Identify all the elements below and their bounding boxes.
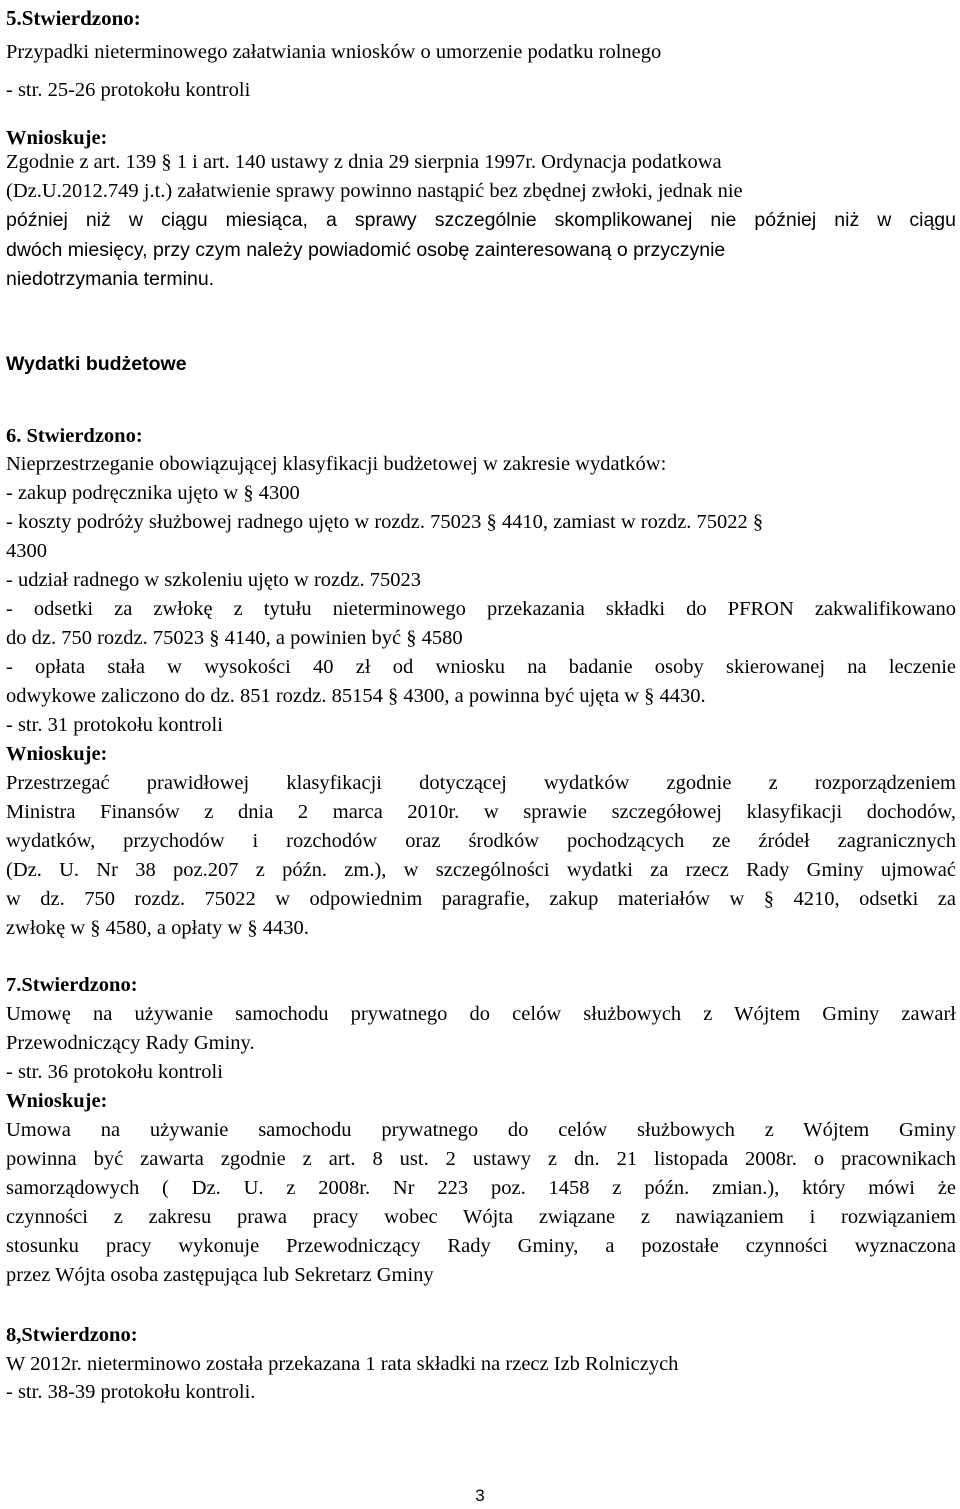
section5-ref: - str. 25-26 protokołu kontroli	[6, 79, 251, 101]
section6-request-line-6: zwłokę w § 4580, a opłaty w § 4430.	[6, 917, 309, 939]
budget-heading: Wydatki budżetowe	[6, 353, 187, 375]
section5-line-4: dwóch miesięcy, przy czym należy powiadomić osobę zainteresowaną o przyczynie	[6, 239, 726, 261]
section5-request-label: Wnioskuje:	[6, 127, 108, 149]
section6-line-5: - udział radnego w szkoleniu ujęto w rozdz. 75023	[6, 569, 422, 591]
section7-request-line-5: stosunku pracy wykonuje Przewodniczący Rady Gminy, a pozostałe czynności wyznaczona	[6, 1235, 956, 1257]
section7-request-line-6: przez Wójta osoba zastępująca lub Sekretarz Gminy	[6, 1264, 434, 1286]
section7-request-line-1: Umowa na używanie samochodu prywatnego do celów służbowych z Wójtem Gminy	[6, 1119, 956, 1141]
section7-request-line-2: powinna być zawarta zgodnie z art. 8 ust. 2 ustawy z dn. 21 listopada 2008r. o pracownikach	[6, 1148, 956, 1170]
section6-line-6: - odsetki za zwłokę z tytułu nieterminowego przekazania składki do PFRON zakwalifikowano	[6, 598, 956, 620]
page-number: 3	[475, 1486, 485, 1505]
section6-heading: 6. Stwierdzono:	[6, 425, 143, 447]
section6-line-8: - opłata stała w wysokości 40 zł od wniosku na badanie osoby skierowanej na leczenie	[6, 656, 956, 678]
section6-request-line-2: Ministra Finansów z dnia 2 marca 2010r. w sprawie szczegółowej klasyfikacji dochodów,	[6, 801, 956, 823]
section5-heading: 5.Stwierdzono:	[6, 6, 141, 30]
section6-request-line-5: w dz. 750 rozdz. 75022 w odpowiednim paragrafie, zakup materiałów w § 4210, odsetki za	[6, 888, 956, 910]
section7-line-1: Umowę na używanie samochodu prywatnego do celów służbowych z Wójtem Gminy zawarł	[6, 1003, 956, 1025]
section7-request-label: Wnioskuje:	[6, 1090, 108, 1112]
section5-line-3: później niż w ciągu miesiąca, a sprawy szczególnie skomplikowanej nie później niż w ciągu	[6, 209, 956, 231]
section6-request-label: Wnioskuje:	[6, 743, 108, 765]
section6-request-line-1: Przestrzegać prawidłowej klasyfikacji dotyczącej wydatków zgodnie z rozporządzeniem	[6, 772, 956, 794]
section6-line-9: odwykowe zaliczono do dz. 851 rozdz. 85154 § 4300, a powinna być ujęta w § 4430.	[6, 685, 706, 707]
section8-line-1: W 2012r. nieterminowo została przekazana 1 rata składki na rzecz Izb Rolniczych	[6, 1353, 679, 1375]
section6-line-4: 4300	[6, 540, 47, 562]
section7-line-3: - str. 36 protokołu kontroli	[6, 1061, 223, 1083]
section6-line-2: - zakup podręcznika ujęto w § 4300	[6, 482, 300, 504]
section7-line-2: Przewodniczący Rady Gminy.	[6, 1032, 255, 1054]
section6-line-1: Nieprzestrzeganie obowiązującej klasyfikacji budżetowej w zakresie wydatków:	[6, 453, 667, 475]
section6-line-7: do dz. 750 rozdz. 75023 § 4140, a powinien być § 4580	[6, 627, 463, 649]
section6-line-10: - str. 31 protokołu kontroli	[6, 714, 223, 736]
section5-line-2: (Dz.U.2012.749 j.t.) załatwienie sprawy powinno nastąpić bez zbędnej zwłoki, jednak nie	[6, 180, 743, 202]
section8-heading: 8,Stwierdzono:	[6, 1324, 138, 1346]
section6-line-3: - koszty podróży służbowej radnego ujęto w rozdz. 75023 § 4410, zamiast w rozdz. 75022 §	[6, 511, 764, 533]
section7-heading: 7.Stwierdzono:	[6, 974, 138, 996]
section8-line-2: - str. 38-39 protokołu kontroli.	[6, 1381, 256, 1403]
section7-request-line-4: czynności z zakresu prawa pracy wobec Wójta związane z nawiązaniem i rozwiązaniem	[6, 1206, 956, 1228]
section5-line-5: niedotrzymania terminu.	[6, 268, 215, 290]
section6-request-line-4: (Dz. U. Nr 38 poz.207 z późn. zm.), w szczególności wydatki za rzecz Rady Gminy ujmować	[6, 859, 956, 881]
section5-line-1: Zgodnie z art. 139 § 1 i art. 140 ustawy z dnia 29 sierpnia 1997r. Ordynacja podatkowa	[6, 151, 722, 173]
section5-finding: Przypadki nieterminowego załatwiania wniosków o umorzenie podatku rolnego	[6, 41, 662, 63]
section6-request-line-3: wydatków, przychodów i rozchodów oraz środków pochodzących ze źródeł zagranicznych	[6, 830, 956, 852]
section7-request-line-3: samorządowych ( Dz. U. z 2008r. Nr 223 poz. 1458 z późn. zmian.), który mówi że	[6, 1177, 956, 1199]
